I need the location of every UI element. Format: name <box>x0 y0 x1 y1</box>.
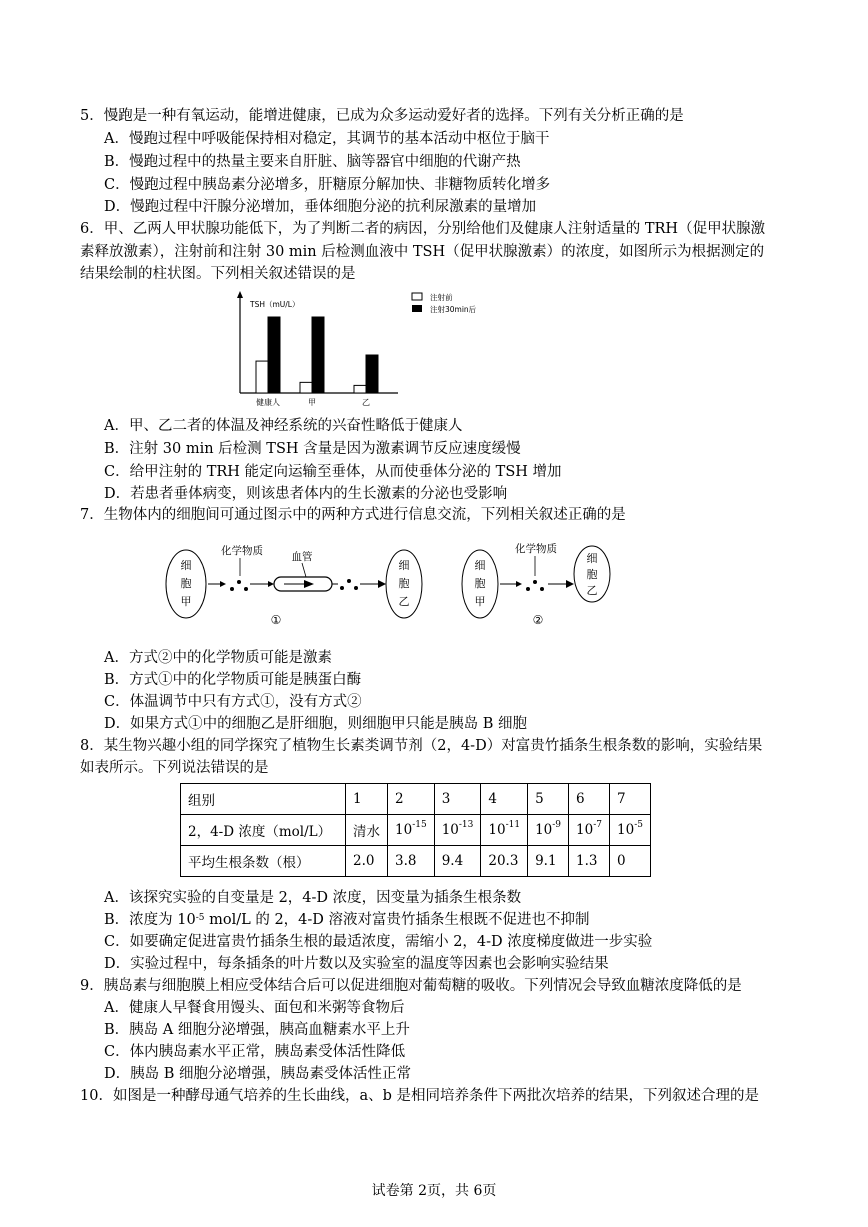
table-cell: 1.3 <box>569 846 610 877</box>
table-cell: $10^{-11}$ <box>481 815 528 846</box>
q9-option-a: A．健康人早餐食用馒头、面包和米粥等食物后 <box>104 1000 405 1016</box>
cell-a-char2: 胞 <box>180 577 192 590</box>
y-axis-arrow <box>237 291 243 298</box>
table-cell: 2 <box>388 784 435 815</box>
bar-after <box>268 317 280 393</box>
chemical-label-mode2: 化学物质 <box>515 543 557 555</box>
bar-after <box>312 317 324 393</box>
cell-a-char1: 细 <box>180 559 192 572</box>
q7-stem: 7．生物体内的细胞间可通过图示中的两种方式进行信息交流，下列相关叙述正确的是 <box>80 507 626 523</box>
table-row <box>181 846 651 877</box>
table-cell: 组别 <box>181 784 346 815</box>
table-cell: 0 <box>610 846 651 877</box>
cell-b-char2: 胞 <box>398 577 410 590</box>
table-cell: 清水 <box>346 815 388 846</box>
table-cell: $10^{-13}$ <box>434 815 481 846</box>
arrow-icon <box>516 581 522 587</box>
table-cell: 9.4 <box>434 846 481 877</box>
arrow-icon <box>220 581 226 587</box>
arrow-icon <box>566 580 574 588</box>
table-cell: $10^{-9}$ <box>528 815 569 846</box>
q5-option-d: D．慢跑过程中汗腺分泌增加，垂体细胞分泌的抗利尿激素的量增加 <box>104 199 537 215</box>
q9-option-d: D．胰岛 B 细胞分泌增强，胰岛素受体活性正常 <box>104 1066 411 1082</box>
q5-option-a: A．慢跑过程中呼吸能保持相对稳定，其调节的基本活动中枢位于脑干 <box>104 131 550 147</box>
table-cell: 1 <box>346 784 388 815</box>
table-cell: $10^{-15}$ <box>388 815 435 846</box>
cell-communication-diagram <box>160 532 640 632</box>
q10-stem: 10．如图是一种酵母通气培养的生长曲线，a、b 是相同培养条件下两批次培养的结果，下列叙述合理的是 <box>80 1088 759 1104</box>
bar-after <box>366 355 378 393</box>
legend-swatch-after <box>412 305 422 312</box>
table-row <box>181 815 651 846</box>
table-cell: 9.1 <box>528 846 569 877</box>
q9-option-c: C．体内胰岛素水平正常，胰岛素受体活性降低 <box>104 1044 406 1060</box>
table-cell: $10^{-7}$ <box>569 815 610 846</box>
mode2-label: ② <box>532 613 544 627</box>
category-label: 健康人 <box>256 398 280 407</box>
cell-b2-char2: 胞 <box>586 568 598 581</box>
cell-a2-char1: 细 <box>474 559 486 572</box>
q8-option-c: C．如要确定促进富贵竹插条生根的最适浓度，需缩小 2，4-D 浓度梯度做进一步实验 <box>104 934 653 950</box>
table-cell: 平均生根条数（根） <box>181 846 346 877</box>
q7-option-a: A．方式②中的化学物质可能是激素 <box>104 650 332 666</box>
cell-a-char3: 甲 <box>180 595 192 608</box>
q5-option-c: C．慢跑过程中胰岛素分泌增多，肝糖原分解加快、非糖物质转化增多 <box>104 177 551 193</box>
table-cell: 2.0 <box>346 846 388 877</box>
q6-option-d: D．若患者垂体病变，则该患者体内的生长激素的分泌也受影响 <box>104 486 508 502</box>
q9-stem: 9．胰岛素与细胞膜上相应受体结合后可以促进细胞对葡萄糖的吸收。下列情况会导致血糖浓度降低的是 <box>80 978 742 994</box>
cell-b2-char3: 乙 <box>586 584 598 597</box>
legend-label-before: 注射前 <box>430 293 453 302</box>
bar-before <box>256 361 268 393</box>
cell-b-char1: 细 <box>398 559 410 572</box>
table-cell: $10^{-5}$ <box>610 815 651 846</box>
q6-option-b: B．注射 30 min 后检测 TSH 含量是因为激素调节反应速度缓慢 <box>104 441 521 457</box>
cell-b2-char1: 细 <box>586 552 598 565</box>
q7-option-c: C．体温调节中只有方式①，没有方式② <box>104 694 362 710</box>
y-axis-label: TSH（mU/L） <box>250 300 300 309</box>
q5-stem: 5．慢跑是一种有氧运动，能增进健康，已成为众多运动爱好者的选择。下列有关分析正确的是 <box>80 108 684 124</box>
bar-before <box>354 385 366 393</box>
legend-label-after: 注射30min后 <box>430 305 477 314</box>
q7-option-d: D．如果方式①中的细胞乙是肝细胞，则细胞甲只能是胰岛 B 细胞 <box>104 716 527 732</box>
arrow-icon <box>378 580 386 588</box>
cell-b-char3: 乙 <box>398 595 410 608</box>
table-cell: 2，4-D 浓度（mol/L） <box>181 815 346 846</box>
category-label: 甲 <box>308 398 316 407</box>
legend-swatch-before <box>412 293 422 300</box>
q8-stem-line2: 如表所示。下列说法错误的是 <box>80 760 269 776</box>
q6-stem-line2: 素释放激素），注射前和注射 30 min 后检测血液中 TSH（促甲状腺激素）的浓度，如图所示为根据测定的 <box>80 244 765 260</box>
cell-a2-char2: 胞 <box>474 577 486 590</box>
q6-stem-line1: 6．甲、乙两人甲状腺功能低下，为了判断二者的病因，分别给他们及健康人注射适量的 TRH（促甲状腺激 <box>80 221 766 237</box>
chemical-label-mode1: 化学物质 <box>221 545 263 557</box>
category-label: 乙 <box>362 398 370 407</box>
table-cell: 3 <box>434 784 481 815</box>
cell-a2-char3: 甲 <box>474 595 486 608</box>
q8-option-d: D．实验过程中，每条插条的叶片数以及实验室的温度等因素也会影响实验结果 <box>104 956 609 972</box>
q5-option-b: B．慢跑过程中的热量主要来自肝脏、脑等器官中细胞的代谢产热 <box>104 154 521 170</box>
q8-data-table <box>180 783 651 877</box>
page-footer: 试卷第 2页，共 6页 <box>371 1183 497 1199</box>
mode1-label: ① <box>270 613 282 627</box>
table-cell: 3.8 <box>388 846 435 877</box>
q6-stem-line3: 结果绘制的柱状图。下列相关叙述错误的是 <box>80 266 356 282</box>
q6-option-a: A．甲、乙二者的体温及神经系统的兴奋性略低于健康人 <box>104 418 463 434</box>
q9-option-b: B．胰岛 A 细胞分泌增强，胰高血糖素水平上升 <box>104 1022 410 1038</box>
q7-option-b: B．方式①中的化学物质可能是胰蛋白酶 <box>104 672 362 688</box>
table-cell: 4 <box>481 784 528 815</box>
tsh-bar-chart <box>228 290 528 410</box>
arrow-icon <box>268 581 274 587</box>
table-cell: 5 <box>528 784 569 815</box>
bar-before <box>300 382 312 393</box>
q8-option-a: A．该探究实验的自变量是 2，4-D 浓度，因变量为插条生根条数 <box>104 890 522 906</box>
q8-stem-line1: 8．某生物兴趣小组的同学探究了植物生长素类调节剂（2，4-D）对富贵竹插条生根条数的影响，实验结果 <box>80 738 763 754</box>
q8-option-b: B．浓度为 $10^{-5}$ mol/L 的 2，4-D 溶液对富贵竹插条生根既不促进也不抑制 <box>104 912 590 928</box>
table-cell: 20.3 <box>481 846 528 877</box>
table-cell: 7 <box>610 784 651 815</box>
vessel-label: 血管 <box>291 551 313 563</box>
table-row <box>181 784 651 815</box>
table-cell: 6 <box>569 784 610 815</box>
q6-option-c: C．给甲注射的 TRH 能定向运输至垂体，从而使垂体分泌的 TSH 增加 <box>104 464 562 480</box>
